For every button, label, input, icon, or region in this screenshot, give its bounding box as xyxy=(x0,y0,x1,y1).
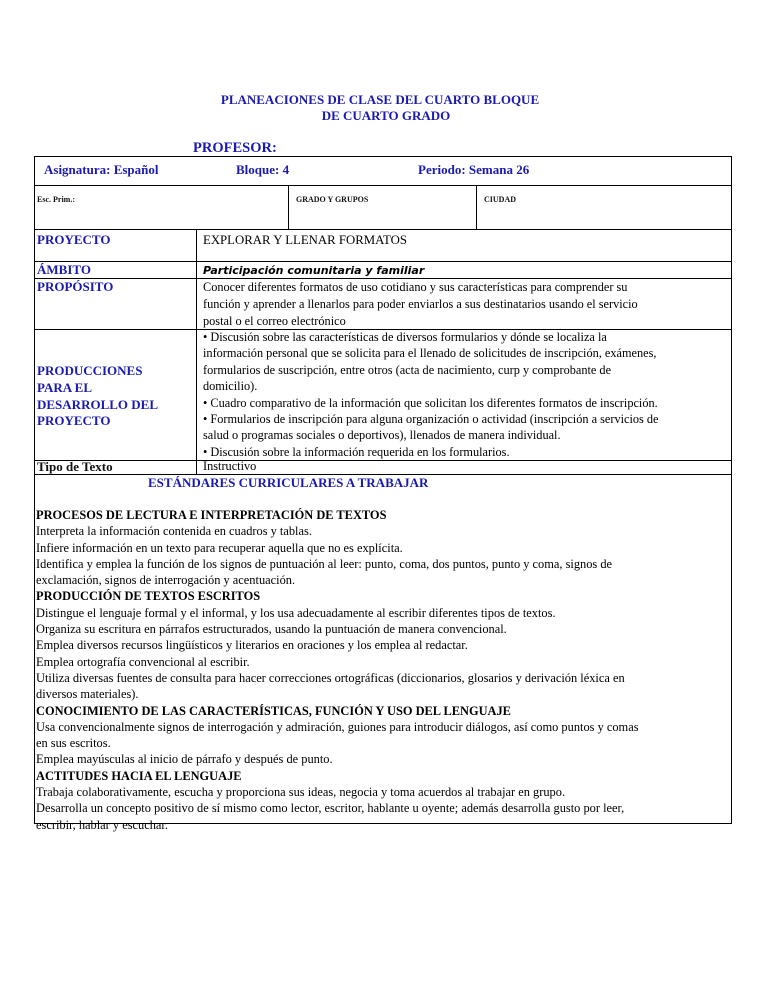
standard-line: Interpreta la información contenida en cuadros y tablas. xyxy=(36,524,312,539)
estandares-body xyxy=(36,507,726,833)
text-line: postal o el correo electrónico xyxy=(203,313,346,328)
text-line: domicilio). xyxy=(203,379,258,394)
label-line: DESARROLLO DEL xyxy=(37,396,158,412)
standard-line: Utiliza diversas fuentes de consulta para hacer correcciones ortográficas (diccionarios, glosarios y derivación léxica en xyxy=(36,670,625,685)
section-heading: CONOCIMIENTO DE LAS CARACTERÍSTICAS, FUNCIÓN Y USO DEL LENGUAJE xyxy=(36,703,511,718)
standard-line: Usa convencionalmente signos de interrogación y admiración, guiones para introducir diálogos, así como puntos y comas xyxy=(36,719,639,734)
standard-line: Distingue el lenguaje formal y el informal, y los usa adecuadamente al escribir diferentes tipos de textos. xyxy=(36,605,556,620)
page-title: PLANEACIONES DE CLASE DEL CUARTO BLOQUE xyxy=(220,92,540,107)
label-line: PARA EL xyxy=(37,379,93,395)
divider xyxy=(196,229,197,474)
label-line: PRODUCCIONES xyxy=(37,363,143,378)
section-heading: PRODUCCIÓN DE TEXTOS ESCRITOS xyxy=(36,589,261,604)
standard-line: escribir, hablar y escuchar. xyxy=(36,817,168,832)
tipo-texto-label: Tipo de Texto xyxy=(37,459,113,474)
divider xyxy=(476,185,477,229)
esc-prim-label: Esc. Prim.: xyxy=(37,195,75,204)
text-line: información personal que se solicita para el llenado de solicitudes de inscripción, exámenes, xyxy=(203,346,657,361)
standard-line: en sus escritos. xyxy=(36,736,111,751)
standard-line: exclamación, signos de interrogación y acentuación. xyxy=(36,573,296,588)
profesor-label: PROFESOR: xyxy=(193,140,277,156)
text-line: • Discusión sobre la información requerida en los formularios. xyxy=(203,444,510,459)
proyecto-label: PROYECTO xyxy=(37,232,111,247)
section-heading: PROCESOS DE LECTURA E INTERPRETACIÓN DE TEXTOS xyxy=(36,508,387,522)
ambito-value: Participación comunitaria y familiar xyxy=(203,264,425,277)
tipo-texto-value: Instructivo xyxy=(203,459,257,473)
standard-line: diversos materiales). xyxy=(36,687,139,702)
text-line: función y aprender a llenarlos para poder enviarlos a sus destinatarios usando el servicio xyxy=(203,296,638,311)
proposito-value xyxy=(203,279,728,329)
standard-line: Emplea diversos recursos lingüísticos y literarios en oraciones y los emplea al redactar. xyxy=(36,638,468,653)
text-line: formularios de suscripción, entre otros (acta de nacimiento, curp y comprobante de xyxy=(203,362,612,377)
text-line: • Discusión sobre las características de diversos formularios y dónde se localiza la xyxy=(203,330,607,344)
section-heading: ACTITUDES HACIA EL LENGUAJE xyxy=(36,768,242,783)
ciudad-label: CIUDAD xyxy=(484,195,516,204)
periodo-label: Periodo: Semana 26 xyxy=(418,162,530,177)
proyecto-value: EXPLORAR Y LLENAR FORMATOS xyxy=(203,233,407,247)
producciones-label xyxy=(37,363,158,430)
standard-line: Organiza su escritura en párrafos estructurados, usando la puntuación de manera convencional. xyxy=(36,622,507,637)
divider xyxy=(34,185,732,186)
page-subtitle: DE CUARTO GRADO xyxy=(321,108,451,123)
divider xyxy=(34,229,732,230)
estandares-title: ESTÁNDARES CURRICULARES A TRABAJAR xyxy=(148,475,429,490)
standard-line: Infiere información en un texto para recuperar aquella que no es explícita. xyxy=(36,540,403,555)
asignatura-label: Asignatura: Español xyxy=(44,162,159,177)
bloque-label: Bloque: 4 xyxy=(236,162,290,177)
ambito-label: ÁMBITO xyxy=(37,262,91,277)
standard-line: Desarrolla un concepto positivo de sí mismo como lector, escritor, hablante u oyente; además desarrolla gusto por leer, xyxy=(36,801,625,816)
text-line: salud o programas sociales o deportivos), llenados de manera individual. xyxy=(203,428,561,443)
grado-grupos-label: GRADO Y GRUPOS xyxy=(296,195,369,204)
standard-line: Trabaja colaborativamente, escucha y proporciona sus ideas, negocia y toma acuerdos al trabajar en grupo. xyxy=(36,785,566,800)
divider xyxy=(34,261,732,262)
text-line: • Formularios de inscripción para alguna organización o actividad (inscripción a servicios de xyxy=(203,412,659,427)
label-line: PROYECTO xyxy=(37,413,111,429)
producciones-value xyxy=(203,329,728,460)
text-line: Conocer diferentes formatos de uso cotidiano y sus características para comprender su xyxy=(203,280,628,294)
standard-line: Emplea ortografía convencional al escribir. xyxy=(36,654,250,669)
divider xyxy=(288,185,289,229)
standard-line: Emplea mayúsculas al inicio de párrafo y después de punto. xyxy=(36,752,333,767)
text-line: • Cuadro comparativo de la información que solicitan los diferentes formatos de inscripción. xyxy=(203,395,658,410)
proposito-label: PROPÓSITO xyxy=(37,279,114,294)
standard-line: Identifica y emplea la función de los signos de puntuación al leer: punto, coma, dos puntos, punto y coma, signos de xyxy=(36,556,613,571)
